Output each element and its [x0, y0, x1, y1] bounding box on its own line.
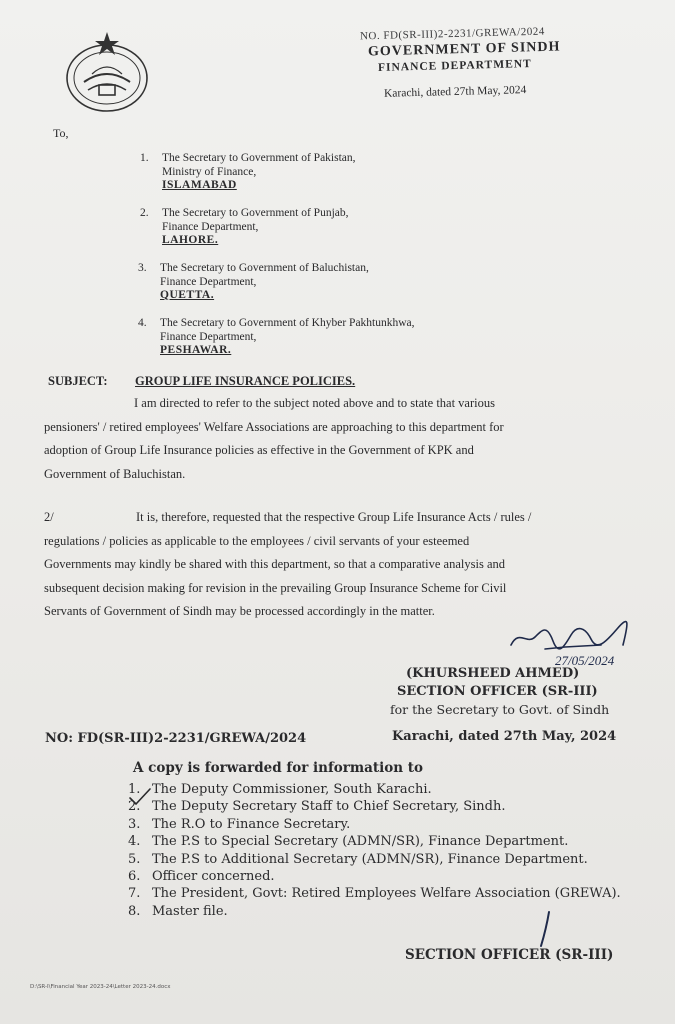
- signature-date: 27/05/2024: [555, 653, 615, 668]
- letter-date: Karachi, dated 27th May, 2024: [383, 84, 527, 100]
- paragraph-1: [44, 392, 610, 486]
- government-heading: GOVERNMENT OF SINDH: [367, 39, 561, 60]
- officer-signature: [505, 615, 655, 673]
- list-item: 2. The Deputy Secretary Staff to Chief Secretary, Sindh.: [128, 799, 506, 815]
- officer-on-behalf: for the Secretary to Govt. of Sindh: [390, 702, 610, 717]
- addressee-line: The Secretary to Government of Punjab,: [162, 207, 349, 219]
- addressee-number: 3.: [138, 262, 147, 274]
- addressee-item: [138, 262, 369, 303]
- distribution-list: [128, 781, 621, 920]
- addressee-item: [140, 152, 356, 193]
- paragraph-line: Governments may kindly be shared with this department, so that a comparative analysis and: [44, 557, 505, 571]
- officer-name: (KHURSHEED AHMED): [406, 666, 580, 681]
- list-item: 6. Officer concerned.: [128, 869, 275, 885]
- addressee-city: QUETTA.: [160, 289, 215, 301]
- paragraph-line: Government of Baluchistan.: [44, 466, 186, 481]
- paragraph-line: I am directed to refer to the subject noted above and to state that various: [134, 396, 495, 410]
- addressee-city: LAHORE.: [162, 234, 219, 246]
- list-item: 8. Master file.: [128, 903, 228, 919]
- officer-title: SECTION OFFICER (SR-III): [397, 684, 598, 699]
- list-item: 5. The P.S to Additional Secretary (ADMN/SR), Finance Department.: [128, 851, 588, 867]
- paragraph-line: adoption of Group Life Insurance policies as effective in the Government of KPK and: [44, 443, 474, 457]
- paragraph-number: 2/: [44, 510, 54, 524]
- subject-text: GROUP LIFE INSURANCE POLICIES.: [135, 374, 356, 388]
- paragraph-line: subsequent decision making for revision in the prevailing Group Insurance Scheme for Civil: [44, 580, 507, 595]
- paragraph-line: regulations / policies as applicable to the employees / civil servants of your esteemed: [44, 533, 470, 548]
- addressee-number: 1.: [140, 152, 149, 164]
- copy-reference-number: NO: FD(SR-III)2-2231/GREWA/2024: [45, 731, 307, 746]
- addressee-line: The Secretary to Government of Khyber Pakhtunkhwa,: [160, 317, 415, 329]
- list-item: 1. The Deputy Commissioner, South Karachi.: [128, 782, 432, 797]
- final-signatory: SECTION OFFICER (SR-III): [405, 947, 614, 963]
- addressee-number: 2.: [140, 207, 149, 219]
- list-item: 7. The President, Govt: Retired Employees Welfare Association (GREWA).: [128, 886, 621, 902]
- pen-mark-icon: [538, 910, 552, 948]
- paragraph-2: [44, 506, 610, 624]
- to-label: To,: [53, 126, 69, 140]
- government-seal-icon: [64, 30, 150, 114]
- addressee-number: 4.: [138, 317, 147, 329]
- addressee-line: Finance Department,: [162, 220, 259, 233]
- copy-heading: A copy is forwarded for information to: [133, 760, 424, 776]
- addressee-line: The Secretary to Government of Pakistan,: [162, 152, 356, 164]
- addressee-city: PESHAWAR.: [160, 344, 232, 356]
- addressee-city: ISLAMABAD: [162, 179, 237, 191]
- subject-label: SUBJECT:: [48, 374, 108, 388]
- copy-date: Karachi, dated 27th May, 2024: [392, 729, 617, 744]
- addressee-item: [140, 207, 349, 248]
- addressee-line: Finance Department,: [160, 330, 257, 343]
- addressee-line: The Secretary to Government of Baluchistan,: [160, 262, 369, 274]
- addressee-item: [138, 317, 415, 358]
- paragraph-line: Servants of Government of Sindh may be processed accordingly in the matter.: [44, 604, 435, 618]
- paragraph-line: pensioners' / retired employees' Welfare Associations are approaching to this department for: [44, 419, 504, 434]
- file-path-footer: D:\SR-I\Financial Year 2023-24\Letter 2023-24.docx: [30, 984, 171, 990]
- paragraph-line: It is, therefore, requested that the respective Group Life Insurance Acts / rules /: [136, 510, 532, 524]
- list-item: 4. The P.S to Special Secretary (ADMN/SR), Finance Department.: [128, 834, 569, 850]
- checkmark-icon: [127, 786, 153, 808]
- addressee-line: Finance Department,: [160, 275, 257, 288]
- list-item: 3. The R.O to Finance Secretary.: [128, 816, 351, 832]
- addressee-line: Ministry of Finance,: [162, 165, 257, 178]
- reference-number: NO. FD(SR-III)2-2231/GREWA/2024: [359, 25, 545, 43]
- department-heading: FINANCE DEPARTMENT: [377, 57, 532, 75]
